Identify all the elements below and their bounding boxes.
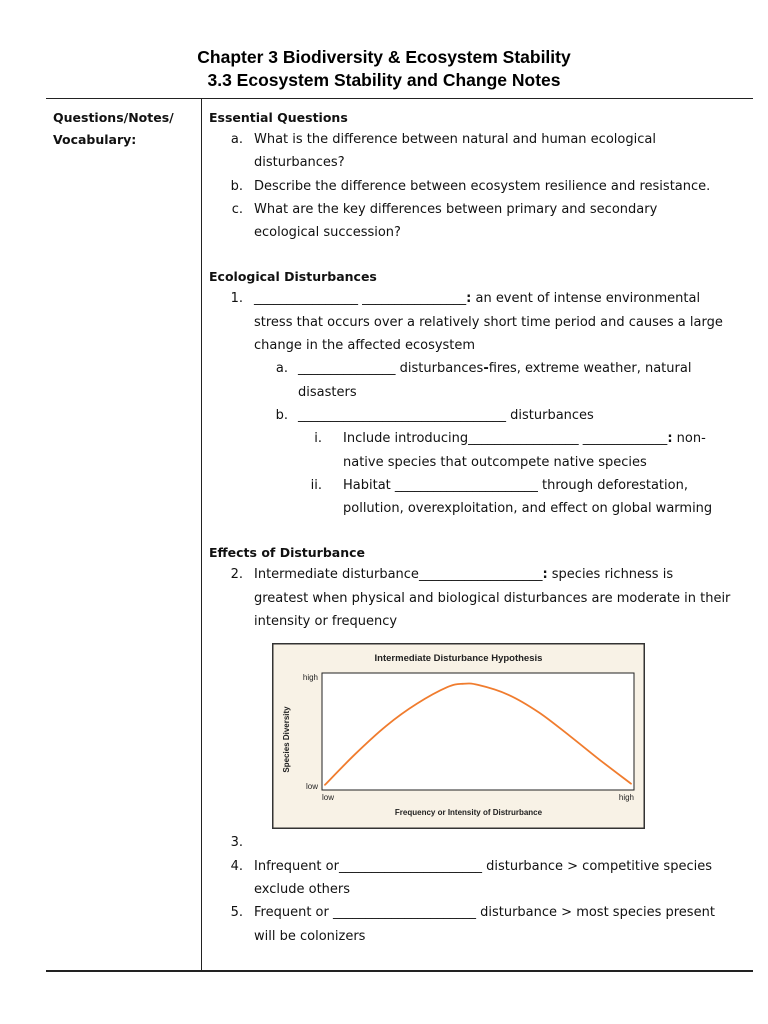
y-tick-label-high: high: [302, 673, 318, 683]
section-title: 3.3 Ecosystem Stability and Change Notes: [207, 70, 561, 90]
note-item-1b-ii: [209, 474, 749, 521]
note-line: [254, 563, 749, 586]
list-marker: a.: [275, 361, 288, 377]
note-line: change in the affected ecosystem: [254, 338, 476, 354]
y-tick-label-low: low: [305, 782, 318, 792]
column-divider: [201, 99, 202, 971]
fill-in-blank[interactable]: ___________________: [418, 567, 543, 583]
list-marker: c.: [231, 201, 243, 217]
note-text: an event of intense environmental: [471, 291, 701, 307]
fill-in-blank[interactable]: _______________: [298, 361, 396, 377]
note-line: greatest when physical and biological disturbances are moderate in their: [254, 590, 731, 606]
note-text: Include introducing: [343, 431, 469, 447]
cue-label-line1: Questions/Notes/: [53, 110, 174, 125]
x-tick-label-low: low: [322, 793, 335, 803]
note-item-1: [209, 287, 749, 357]
question-text: Describe the difference between ecosystem resilience and resistance.: [254, 178, 711, 194]
note-line[interactable]: ________________________________ disturbances: [298, 407, 594, 423]
note-line: [254, 831, 749, 854]
note-line: disasters: [298, 384, 357, 400]
note-line: exclude others: [254, 881, 351, 897]
top-rule: [46, 98, 753, 99]
colon: :: [667, 431, 673, 447]
note-line[interactable]: Habitat ______________________ through deforestation,: [343, 477, 688, 493]
note-item-3: [209, 831, 749, 854]
note-line: [343, 427, 749, 450]
list-marker: 1.: [230, 291, 243, 307]
list-marker: a.: [230, 132, 243, 147]
effects-of-disturbance-heading: Effects of Disturbance: [209, 545, 366, 561]
note-item-5: [209, 901, 749, 948]
list-marker: b.: [230, 178, 243, 194]
note-text: fires, extreme weather, natural: [488, 361, 692, 377]
list-marker: 4.: [230, 858, 243, 874]
note-line[interactable]: Frequent or ______________________ disturbance > most species present: [254, 905, 715, 921]
list-marker: ii.: [310, 477, 322, 493]
essential-questions-heading: Essential Questions: [209, 110, 348, 125]
question-b: [209, 175, 749, 198]
y-axis-label: Species Diversity: [282, 706, 291, 773]
x-axis-label: Frequency or Intensity of Distrurbance: [394, 808, 543, 818]
chart-svg: [272, 643, 645, 829]
question-text: What are the key differences between primary and secondary: [254, 201, 658, 217]
note-line: native species that outcompete native species: [343, 454, 647, 470]
colon: :: [542, 567, 548, 583]
fill-in-blank[interactable]: _________________ _____________: [468, 431, 668, 447]
question-a: [209, 128, 749, 175]
note-line: [298, 357, 749, 380]
question-text-cont: disturbances?: [254, 155, 345, 171]
disturbance-chart: [272, 643, 645, 829]
notes-cue-column: [53, 107, 193, 151]
note-text: species richness is: [547, 567, 674, 583]
note-text: Intermediate disturbance: [254, 567, 419, 583]
note-line: stress that occurs over a relatively short time period and causes a large: [254, 314, 723, 330]
list-marker: b.: [275, 407, 288, 423]
page-title: [0, 46, 768, 92]
chart-title: Intermediate Disturbance Hypothesis: [374, 653, 543, 665]
plot-area: [322, 673, 634, 790]
list-marker: 5.: [230, 905, 243, 921]
ecological-disturbances-heading: Ecological Disturbances: [209, 269, 377, 285]
fill-in-blank[interactable]: ________________ ________________: [254, 291, 467, 307]
note-item-1a: [209, 357, 749, 404]
colon: :: [466, 291, 472, 307]
list-marker: i.: [314, 431, 322, 447]
notes-main-column: [209, 107, 749, 948]
question-text: What is the difference between natural and human ecological: [254, 132, 656, 147]
question-text-cont: ecological succession?: [254, 225, 401, 241]
note-item-1b-i: [209, 427, 749, 474]
note-line: pollution, overexploitation, and effect on global warming: [343, 501, 713, 517]
dash: -: [483, 361, 489, 377]
note-text: non-: [672, 431, 706, 447]
note-line: will be colonizers: [254, 928, 366, 944]
note-item-2: [209, 563, 749, 633]
list-marker: 2.: [230, 567, 243, 583]
note-line[interactable]: Infrequent or______________________ disturbance > competitive species: [254, 858, 712, 874]
spacer: [209, 244, 749, 266]
spacer: [209, 520, 749, 542]
chapter-title: Chapter 3 Biodiversity & Ecosystem Stability: [197, 47, 571, 67]
x-tick-label-high: high: [618, 793, 634, 803]
note-text: disturbances: [395, 361, 484, 377]
bottom-rule: [46, 970, 753, 972]
note-item-1b: [209, 404, 749, 427]
list-marker: 3.: [230, 835, 243, 851]
note-line: [254, 287, 749, 310]
note-line: intensity or frequency: [254, 614, 398, 630]
question-c: [209, 198, 749, 245]
note-item-4: [209, 855, 749, 902]
cue-label-line2: Vocabulary:: [53, 132, 137, 147]
